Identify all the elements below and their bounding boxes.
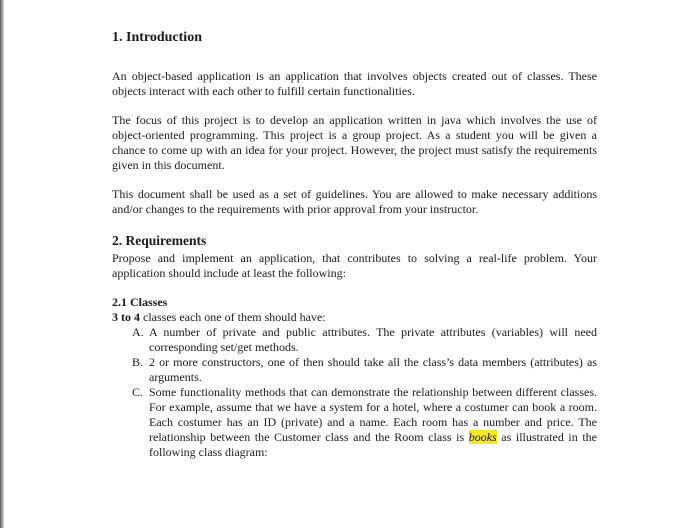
list-item-text: A number of private and public attributes. The private attributes (variables) will need corresponding set/get methods. [149,325,597,354]
intro-paragraph-2: The focus of this project is to develop an application written in java which involves the use of object-oriented programming. This project is a group project. As a student you will be given a chance to come up with an idea for your project. However, the project must satisfy the requirements given in this document. [112,113,597,172]
subsection-heading-classes: 2.1 Classes [112,295,168,309]
list-marker: C. [132,385,144,399]
section-heading-introduction: 1. Introduction [112,30,202,45]
classes-intro [112,310,597,325]
list-marker: A. [132,325,144,339]
list-item [112,385,597,460]
intro-paragraph-1: An object-based application is an application that involves objects created out of classes. These objects interact with each other to fulfill certain functionalities. [112,69,597,98]
requirements-paragraph: Propose and implement an application, that contributes to solving a real-life problem. Your application should include at least the following: [112,251,597,280]
intro-paragraph-3: This document shall be used as a set of guidelines. You are allowed to make necessary additions and/or changes to the requirements with prior approval from your instructor. [112,187,597,216]
list-item [112,325,597,355]
list-item-text-before: Some functionality methods that can demonstrate the relationship between different classes. For example, assume that we have a system for a hotel, where a costumer can book a room. Each costumer has an ID (private) and a name. Each room has a number and price. The relationship between the Customer class and the Room class is [149,385,597,444]
list-item-text: 2 or more constructors, one of then should take all the class’s data members (attributes) as arguments. [149,355,597,384]
page-edge-shadow [0,0,4,528]
document-content [112,30,597,460]
classes-count: 3 to 4 [112,310,140,324]
section-heading-requirements: 2. Requirements [112,233,207,248]
classes-requirements-list [112,325,597,460]
highlighted-word: books [468,430,497,444]
classes-intro-text: classes each one of them should have: [140,310,326,324]
list-item [112,355,597,385]
list-item-text-after: as illustrated in the following class diagram: [149,430,598,459]
list-marker: B. [132,355,144,369]
